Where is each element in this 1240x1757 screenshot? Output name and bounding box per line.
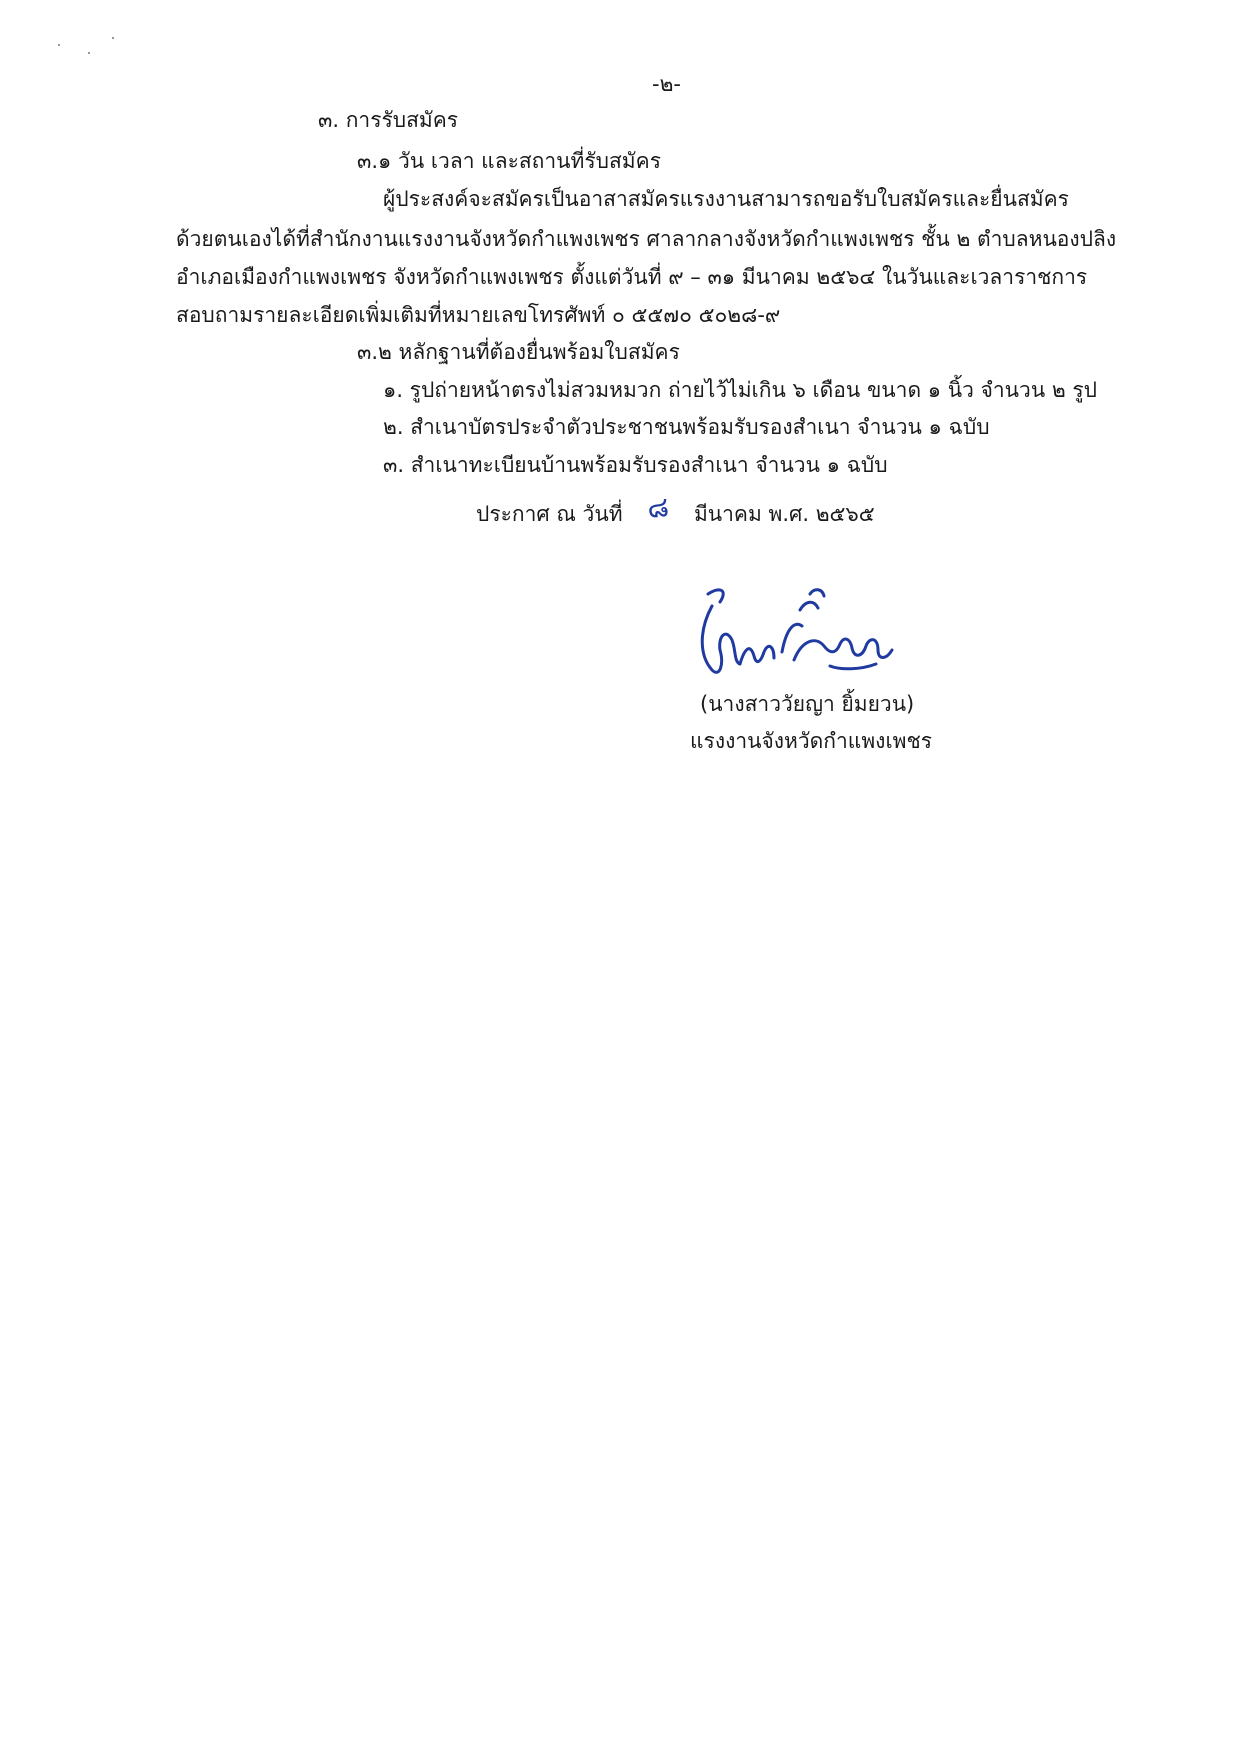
paragraph-line: ผู้ประสงค์จะสมัครเป็นอาสาสมัครแรงงานสามารถขอรับใบสมัครและยื่นสมัคร (383, 187, 1069, 211)
announcement-suffix: มีนาคม พ.ศ. ๒๕๖๕ (693, 502, 875, 526)
required-document-item: ๑. รูปถ่ายหน้าตรงไม่สวมหมวก ถ่ายไว้ไม่เกิน ๖ เดือน ขนาด ๑ นิ้ว จำนวน ๒ รูป (383, 378, 1097, 402)
required-document-item: ๒. สำเนาบัตรประจำตัวประชาชนพร้อมรับรองสำเนา จำนวน ๑ ฉบับ (383, 415, 990, 439)
subsection-heading: ๓.๑ วัน เวลา และสถานที่รับสมัคร (357, 149, 661, 173)
required-document-item: ๓. สำเนาทะเบียนบ้านพร้อมรับรองสำเนา จำนวน ๑ ฉบับ (383, 453, 888, 477)
scan-speck (112, 37, 114, 39)
handwritten-day: ๘ (645, 489, 671, 526)
signer-name: (นางสาววัยญา ยิ้มยวน) (700, 692, 915, 716)
scan-speck (88, 52, 90, 54)
announcement-prefix: ประกาศ ณ วันที่ (476, 502, 623, 526)
paragraph-line: สอบถามรายละเอียดเพิ่มเติมที่หมายเลขโทรศัพท์ ๐ ๕๕๗๐ ๕๐๒๘-๙ (176, 303, 781, 327)
scan-speck (58, 44, 60, 46)
page-number: -๒- (652, 72, 681, 96)
signer-title: แรงงานจังหวัดกำแพงเพชร (690, 729, 932, 753)
subsection-heading: ๓.๒ หลักฐานที่ต้องยื่นพร้อมใบสมัคร (357, 340, 680, 364)
paragraph-line: อำเภอเมืองกำแพงเพชร จังหวัดกำแพงเพชร ตั้งแต่วันที่ ๙ – ๓๑ มีนาคม ๒๕๖๔ ในวันและเวลาราชการ (176, 265, 1088, 289)
handwritten-signature (690, 580, 910, 680)
paragraph-line: ด้วยตนเองได้ที่สำนักงานแรงงานจังหวัดกำแพงเพชร ศาลากลางจังหวัดกำแพงเพชร ชั้น ๒ ตำบลหนองปลิง (176, 227, 1117, 251)
section-heading: ๓. การรับสมัคร (318, 108, 459, 132)
announcement-date (476, 489, 875, 528)
